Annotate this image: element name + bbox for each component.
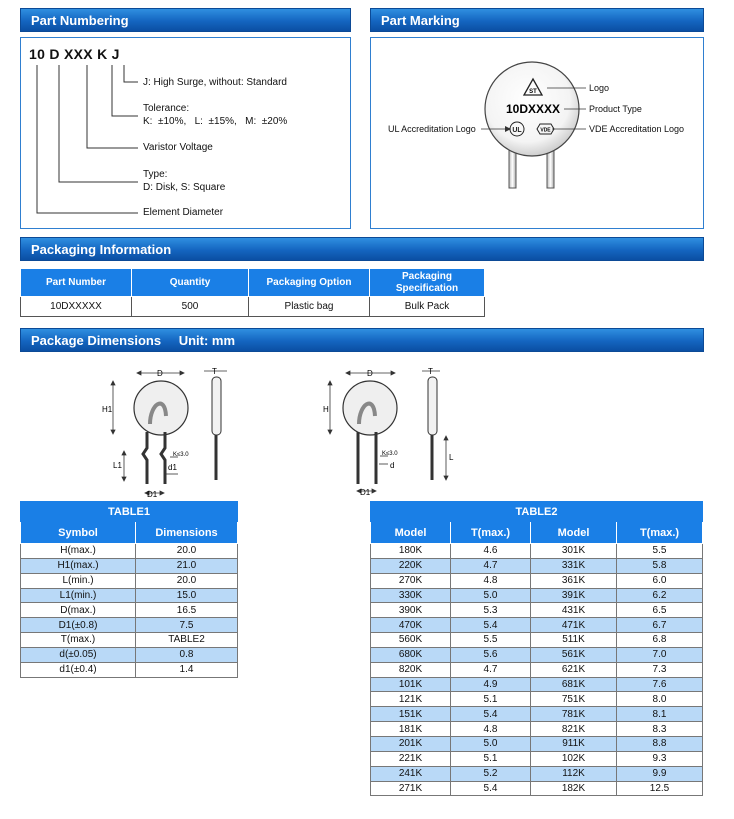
table-cell: 6.8	[617, 633, 703, 648]
type-title: Type:	[143, 169, 168, 180]
table-cell: 12.5	[617, 781, 703, 796]
drawing-label-k: K≤3.0	[173, 452, 189, 458]
table-row	[371, 647, 703, 662]
table-cell: 15.0	[136, 588, 238, 603]
table-cell: 560K	[371, 633, 451, 648]
table-row	[21, 647, 238, 662]
svg-text:UL: UL	[512, 127, 522, 134]
pack-cell: Plastic bag	[249, 297, 370, 317]
vde-accreditation-label: VDE Accreditation Logo	[589, 124, 685, 134]
drawing-label-d1: D1	[147, 490, 158, 499]
packaging-title: Packaging Information	[31, 242, 172, 257]
pack-cell: 10DXXXXX	[21, 297, 132, 317]
table-cell: 1.4	[136, 662, 238, 677]
pack-cell: Bulk Pack	[370, 297, 485, 317]
table-cell: 121K	[371, 692, 451, 707]
table2-header-model: Model	[371, 522, 451, 544]
marking-logo-icon: ST	[529, 89, 537, 95]
table-cell: 561K	[531, 647, 617, 662]
table-cell: 4.6	[451, 544, 531, 559]
part-marking-panel	[370, 37, 704, 229]
table-cell: D(max.)	[21, 603, 136, 618]
table-cell: 621K	[531, 662, 617, 677]
table-cell: 180K	[371, 544, 451, 559]
table-cell: 112K	[531, 766, 617, 781]
table-row	[371, 722, 703, 737]
table-cell: 5.4	[451, 781, 531, 796]
table-cell: 6.7	[617, 618, 703, 633]
table-cell: 20.0	[136, 544, 238, 559]
drawing-label-l1: L1	[113, 461, 122, 470]
drawing-label-d: D	[157, 369, 163, 378]
table-cell: 7.5	[136, 618, 238, 633]
package-dimensions-title: Package Dimensions	[31, 333, 162, 348]
table-cell: 821K	[531, 722, 617, 737]
table1-header-symbol: Symbol	[21, 522, 136, 544]
table2-header-tmax-2: T(max.)	[617, 522, 703, 544]
table1	[20, 501, 238, 678]
drawing-label-h: H	[323, 405, 329, 414]
table-row	[21, 618, 238, 633]
table-cell: 5.4	[451, 707, 531, 722]
table-cell: 6.5	[617, 603, 703, 618]
table-cell: 9.3	[617, 751, 703, 766]
table-cell: 5.8	[617, 558, 703, 573]
tolerance-title: Tolerance:	[143, 103, 190, 114]
table-cell: 8.1	[617, 707, 703, 722]
table2-caption: TABLE2	[371, 502, 703, 522]
table-cell: 391K	[531, 588, 617, 603]
table-cell: d1(±0.4)	[21, 662, 136, 677]
table1-body	[21, 544, 238, 678]
table-cell: 820K	[371, 662, 451, 677]
table-row	[21, 633, 238, 648]
table-cell: 271K	[371, 781, 451, 796]
table-row	[371, 544, 703, 559]
drawing-label-l: L	[449, 453, 454, 462]
table-cell: 5.1	[451, 692, 531, 707]
table-row	[371, 766, 703, 781]
table-cell: 431K	[531, 603, 617, 618]
table-row	[371, 707, 703, 722]
pack-header-quantity: Quantity	[132, 269, 249, 297]
table2-header-model-2: Model	[531, 522, 617, 544]
table-cell: 470K	[371, 618, 451, 633]
table-cell: 390K	[371, 603, 451, 618]
table2	[370, 501, 703, 796]
package-dimensions-header	[20, 328, 704, 352]
drawing-label-d: D	[367, 369, 373, 378]
table-cell: 330K	[371, 588, 451, 603]
table-cell: 5.2	[451, 766, 531, 781]
part-numbering-leader-lines	[21, 38, 352, 230]
table-cell: H(max.)	[21, 544, 136, 559]
drawing-label-d1-small: d1	[168, 463, 177, 472]
table-row	[21, 297, 485, 317]
package-dimensions-unit: Unit: mm	[178, 333, 236, 348]
table-cell: 201K	[371, 736, 451, 751]
table-cell: 301K	[531, 544, 617, 559]
table-cell: 5.5	[617, 544, 703, 559]
table-row	[371, 677, 703, 692]
table-cell: 9.9	[617, 766, 703, 781]
table-cell: 511K	[531, 633, 617, 648]
table-row	[371, 692, 703, 707]
part-marking-header	[370, 8, 704, 32]
table-row	[371, 781, 703, 796]
logo-label: Logo	[589, 83, 610, 93]
table-cell: 6.2	[617, 588, 703, 603]
table-cell: 4.7	[451, 558, 531, 573]
table-row	[21, 573, 238, 588]
table-row	[371, 573, 703, 588]
table-row	[21, 603, 238, 618]
table-cell: 361K	[531, 573, 617, 588]
product-type-label: Product Type	[589, 104, 642, 114]
drawing-label-t: T	[428, 367, 433, 376]
table-cell: 241K	[371, 766, 451, 781]
table-row	[371, 603, 703, 618]
part-numbering-title: Part Numbering	[31, 13, 129, 28]
table-cell: 221K	[371, 751, 451, 766]
tolerance-values: K: ±10%, L: ±15%, M: ±20%	[143, 116, 288, 127]
table-cell: 5.0	[451, 736, 531, 751]
table-cell: T(max.)	[21, 633, 136, 648]
table-cell: 16.5	[136, 603, 238, 618]
table-row	[371, 633, 703, 648]
table1-caption: TABLE1	[21, 502, 238, 522]
table-cell: 101K	[371, 677, 451, 692]
table-cell: 5.3	[451, 603, 531, 618]
packaging-header	[20, 237, 704, 261]
varistor-voltage-label: Varistor Voltage	[143, 142, 213, 153]
table-cell: 220K	[371, 558, 451, 573]
table-row	[371, 558, 703, 573]
ul-accreditation-label: UL Accreditation Logo	[388, 124, 476, 134]
pack-header-spec: Packaging Specification	[370, 269, 485, 297]
drawing-label-t: T	[212, 367, 217, 376]
pack-header-part-number: Part Number	[21, 269, 132, 297]
pack-header-option: Packaging Option	[249, 269, 370, 297]
pack-cell: 500	[132, 297, 249, 317]
packaging-table	[20, 268, 485, 317]
element-diameter-label: Element Diameter	[143, 207, 224, 218]
drawing-label-d1: D1	[360, 488, 371, 497]
table-cell: 7.0	[617, 647, 703, 662]
table-cell: 5.5	[451, 633, 531, 648]
table-cell: 0.8	[136, 647, 238, 662]
table-cell: 781K	[531, 707, 617, 722]
table2-body	[371, 544, 703, 796]
table1-header-dimensions: Dimensions	[136, 522, 238, 544]
table-row	[21, 544, 238, 559]
table-cell: TABLE2	[136, 633, 238, 648]
table-cell: 680K	[371, 647, 451, 662]
table-cell: 331K	[531, 558, 617, 573]
table-row	[371, 618, 703, 633]
table-cell: 182K	[531, 781, 617, 796]
part-marking-title: Part Marking	[381, 13, 460, 28]
table-cell: 181K	[371, 722, 451, 737]
table-cell: 4.9	[451, 677, 531, 692]
table-cell: 5.6	[451, 647, 531, 662]
table-row	[371, 736, 703, 751]
table-cell: 151K	[371, 707, 451, 722]
table-cell: 911K	[531, 736, 617, 751]
drawing-label-k: K≤3.0	[382, 451, 398, 457]
table-cell: L(min.)	[21, 573, 136, 588]
vde-logo-icon: VDE	[540, 127, 551, 134]
part-number-code: 10 D XXX K J	[29, 46, 120, 62]
table-cell: 8.3	[617, 722, 703, 737]
part-numbering-panel	[20, 37, 351, 229]
table-cell: H1(max.)	[21, 558, 136, 573]
drawing-label-h1: H1	[102, 405, 113, 414]
table-cell: 7.3	[617, 662, 703, 677]
table-row	[21, 662, 238, 677]
table-cell: L1(min.)	[21, 588, 136, 603]
table-cell: 751K	[531, 692, 617, 707]
table-cell: 8.8	[617, 736, 703, 751]
table-cell: 7.6	[617, 677, 703, 692]
table-cell: 471K	[531, 618, 617, 633]
product-type-text: 10DXXXX	[505, 102, 561, 116]
table-cell: d(±0.05)	[21, 647, 136, 662]
table-cell: 4.8	[451, 573, 531, 588]
table-cell: D1(±0.8)	[21, 618, 136, 633]
table-cell: 8.0	[617, 692, 703, 707]
table-cell: 6.0	[617, 573, 703, 588]
type-values: D: Disk, S: Square	[143, 182, 226, 193]
table-cell: 4.7	[451, 662, 531, 677]
j-label: J: High Surge, without: Standard	[143, 77, 287, 88]
part-numbering-header	[20, 8, 351, 32]
table-cell: 102K	[531, 751, 617, 766]
table-row	[371, 751, 703, 766]
table-cell: 5.1	[451, 751, 531, 766]
table-row	[371, 662, 703, 677]
table-row	[371, 588, 703, 603]
table-cell: 5.4	[451, 618, 531, 633]
table-row	[21, 588, 238, 603]
disk-drawing-straight	[320, 364, 460, 500]
table-cell: 4.8	[451, 722, 531, 737]
table-cell: 681K	[531, 677, 617, 692]
table-cell: 5.0	[451, 588, 531, 603]
table-cell: 270K	[371, 573, 451, 588]
table2-header-tmax: T(max.)	[451, 522, 531, 544]
disk-drawing-kinked	[100, 364, 240, 500]
table-cell: 21.0	[136, 558, 238, 573]
drawing-label-d-small: d	[390, 461, 395, 470]
table-row	[21, 558, 238, 573]
table-cell: 20.0	[136, 573, 238, 588]
